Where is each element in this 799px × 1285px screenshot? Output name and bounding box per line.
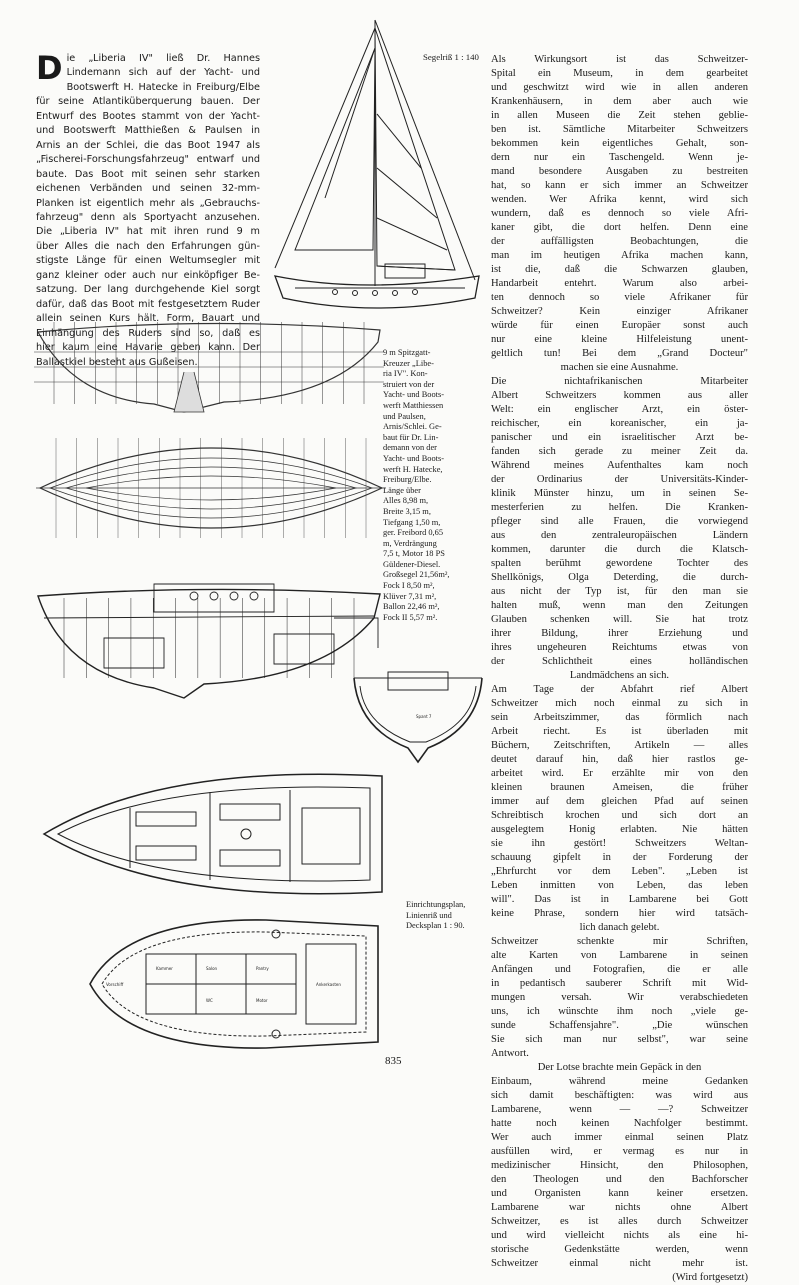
article-line: und geschwitzt wird wie in allen anderen	[491, 82, 748, 93]
intro-line: und Bootswerft Matthießen & Paulsen in	[36, 125, 260, 137]
caption-line: Yacht- und Boots-	[383, 453, 445, 463]
article-line: alte Karten von Lambarene in seinen	[491, 950, 748, 961]
article-column	[491, 53, 748, 1285]
article-line: Spital ein Museum, in dem gearbeitet	[491, 68, 748, 79]
article-line: Antwort.	[491, 1048, 529, 1059]
article-line: würde für einen Europäer sonst auch	[491, 320, 748, 331]
article-line: sie ihn gestört! Schweitzers Weltan-	[491, 838, 748, 849]
article-line: Einbaum, während meine Gedanken	[491, 1076, 748, 1087]
article-line: Albert Schweitzers kommen aus aller	[491, 390, 748, 401]
article-line: spalten berühmt gewordene Tochter des	[491, 558, 748, 569]
intro-line: Die „Liberia IV" hat mit ihren rund 9 m	[36, 226, 260, 238]
intro-line: fahrzeug" denn als Sportyacht anzusehen.	[36, 211, 260, 223]
article-line: ihres ungeheuren Reichtums etwas von	[491, 642, 748, 653]
intro-line: Planken ist eigentlich mehr als „Gebrauchs-	[36, 197, 260, 209]
room-label: Motor	[256, 998, 268, 1003]
article-line: ausfüllen wird, er vermag es nur in	[491, 1146, 748, 1157]
article-line: dern nur ein Taschengeld. Wenn je-	[491, 152, 748, 163]
article-line: uns, ich wünschte ihm noch „viele ge-	[491, 1006, 748, 1017]
room-label: WC	[206, 998, 213, 1003]
article-line: pfleger sind alle Frauen, die vorwiegend	[491, 516, 748, 527]
article-line: der Ordinarius der Universitäts-Kinder-	[491, 474, 748, 485]
intro-line: satzung. Der lang durchgehende Kiel sorgt	[36, 284, 260, 296]
dropcap: D	[36, 49, 63, 87]
article-line: der Schlichtheit eines holländischen	[491, 656, 748, 667]
article-line: bekommen kein eigentliches Gehalt, son-	[491, 138, 748, 149]
article-line: kleinen braunen Ameisen, die früher	[491, 782, 748, 793]
intro-line: Arnis an der Schlei, die das Boot 1947 als	[36, 139, 260, 151]
article-line: nur eine kleine Hilfeleistung unent-	[491, 334, 748, 345]
intro-line: Ballastkiel besteht aus Gußeisen.	[36, 356, 198, 368]
article-line: Landmädchens an sich.	[569, 670, 670, 681]
article-line: Leben inmitten von Leben, das leben	[491, 880, 748, 891]
caption-line: Freiburg/Elbe.	[383, 475, 432, 485]
caption-line: Linienriß und	[406, 910, 452, 920]
intro-line: dafür, daß das Boot mit festgesetztem Ruder	[36, 298, 260, 310]
article-line: kaner gibt, die dort helfen. Denn eine	[491, 222, 748, 233]
article-line: sunde Schaffensjahre". „Die wünschen	[491, 1020, 748, 1031]
caption-line: Decksplan 1 : 90.	[406, 921, 465, 931]
article-line: ist die, daß die Schwarzen glauben,	[491, 264, 748, 275]
article-line: medizinischer Hinsicht, den Philosophen,	[491, 1160, 748, 1171]
room-label: Pantry	[256, 966, 269, 971]
caption-line: Güldener-Diesel.	[383, 559, 441, 569]
intro-line: über Alles die nach den Erfahrungen gün-	[36, 240, 260, 252]
intro-line: Bootswerft H. Hatecke in Freiburg/Elbe	[66, 81, 260, 93]
caption-line: Großsegel 21,56m²,	[383, 570, 450, 580]
article-line: fanden sich gerade zu meiner Zeit da.	[491, 446, 748, 457]
article-line: arbeitet wird. Er erzählte mir von den	[491, 768, 748, 779]
article-line: Während meines Aufenthaltes kam noch	[491, 460, 748, 471]
article-line: kommen, darunter die durch die Klatsch-	[491, 544, 748, 555]
article-line: immer auf dem gleichen Pfad auf seinen	[491, 796, 748, 807]
hull-caption	[383, 348, 485, 623]
article-line: panischer und ein israelitischer Arzt be-	[491, 432, 748, 443]
article-line: will". Das ist in Lambarene bei Gott	[491, 894, 748, 905]
article-line: Schweitzer schenkte mir Schriften,	[491, 936, 748, 947]
article-line: und Organisten kann keiner ersetzen.	[491, 1188, 748, 1199]
article-line: Handarbeit entehrt. Warum also arbei-	[491, 278, 748, 289]
caption-line: 9 m Spitzgatt-	[383, 348, 431, 357]
article-line: mungen versah. Wir verabschiedeten	[491, 992, 748, 1003]
page-number: 835	[385, 1055, 402, 1067]
plan-caption	[406, 900, 491, 932]
intro-line: ie „Liberia IV" ließ Dr. Hannes	[66, 53, 260, 64]
room-label: Ankerkasten	[316, 982, 341, 987]
article-line: storische Gedenkstätte werden, wenn	[491, 1244, 748, 1255]
article-line: Der Lotse brachte mein Gepäck in den	[537, 1062, 702, 1073]
caption-line: werft Matthiessen	[383, 400, 444, 410]
intro-line: für seine Atlantiküberquerung bauen. Der	[36, 96, 260, 108]
article-line: in allen Museen die Zeit stehen geblie-	[491, 110, 748, 121]
article-line: Schweitzer mich noch einmal zu sich in	[491, 698, 748, 709]
article-line: aus nicht der Typ ist, für den man sie	[491, 586, 748, 597]
article-line: reichischer, ein koreanischer, ein ja-	[491, 418, 748, 429]
intro-line: allein seinen Kurs hält. Form, Bauart und	[36, 313, 260, 325]
article-line: Am Tage der Abfahrt rief Albert	[491, 684, 748, 695]
article-line: wundern, daß es dennoch so viele Afri-	[491, 208, 748, 219]
room-label: Kammer	[156, 966, 173, 971]
caption-line: werft H. Hatecke,	[383, 464, 443, 474]
article-line: Lambarene, wenn — —? Schweitzer	[491, 1104, 748, 1115]
caption-line: Yacht- und Boots-	[383, 390, 445, 400]
article-line: Arbeit riecht. Es ist überladen mit	[491, 726, 748, 737]
article-line: geltlich tun! Bei dem „Grand Docteur"	[491, 348, 748, 359]
article-line: aus den zentraleuropäischen Ländern	[491, 530, 748, 541]
article-line: in pedantisch sauberer Schrift mit Wid-	[491, 978, 748, 989]
article-line: keine Phrase, sondern hier wird tatsäch-	[491, 908, 748, 919]
article-line: sein Arbeitszimmer, das förmlich nach	[491, 712, 748, 723]
article-line: Die nichtafrikanischen Mitarbeiter	[491, 376, 748, 387]
caption-line: 7,5 t, Motor 18 PS	[383, 549, 445, 559]
caption-line: struiert von der	[383, 379, 435, 389]
deck-plan-drawing	[86, 914, 382, 1054]
article-line: Schweitzer einmal nicht mehr ist.	[491, 1258, 748, 1269]
caption-line: demann von der	[383, 443, 437, 453]
intro-line: hier kaum eine Havarie geben kann. Der	[36, 342, 260, 354]
article-line: und wird vielleicht nichts als eine hi-	[491, 1230, 748, 1241]
caption-line: ger. Freibord 0,65	[383, 528, 444, 538]
article-line: Shellkönigs, Olga Deterding, die durch-	[491, 572, 748, 583]
article-line: Krankenhäusern, in dem aber auch wie	[491, 96, 748, 107]
accommodation-plan-drawing	[40, 768, 386, 900]
caption-line: Klüver 7,31 m²,	[383, 591, 437, 601]
article-line: ben ist. Sämtliche Mitarbeiter Schweitzers	[491, 124, 748, 135]
article-line: Schweitzer? Kein einziger Afrikaner	[491, 306, 748, 317]
caption-line: Fock I 8,50 m²,	[383, 581, 435, 591]
sail-plan-drawing	[265, 18, 490, 318]
article-lines	[491, 53, 748, 1271]
lines-plan-drawing	[36, 418, 386, 560]
article-line: Schweitzer, es ist alles durch Schweitzer	[491, 1216, 748, 1227]
article-line: sich damit beschäftigten: was wird aus	[491, 1090, 748, 1101]
article-line: Sie sich man nur selbst", war seine	[491, 1034, 748, 1045]
article-line: mesterferien zu helfen. Die Kranken-	[491, 502, 748, 513]
article-line: mand besondere Ausgaben zu bestreiten	[491, 166, 748, 177]
article-line: man im heutigen Afrika machen kann,	[491, 250, 748, 261]
sail-plan-caption: Segelriß 1 : 140	[423, 52, 479, 62]
room-label: Salon	[206, 966, 218, 971]
caption-line: Fock II 5,57 m².	[383, 612, 438, 622]
article-line: halten muß, wenn man den Zeitungen	[491, 600, 748, 611]
intro-line: Entwurf des Bootes stammt von der Yacht-	[36, 110, 260, 122]
caption-line: ria IV". Kon-	[383, 369, 428, 379]
article-line: Büchern, Zeitschriften, Artikeln — alles	[491, 740, 748, 751]
article-line: hatte noch keinen Nachfolger bestimmt.	[491, 1118, 748, 1129]
caption-line: Länge über	[383, 485, 421, 495]
intro-line: „Fischerei-Forschungsfahrzeug" entwarf und	[36, 154, 260, 166]
article-line: „Ehrfurcht vor dem Leben". „Leben ist	[491, 866, 748, 877]
room-label: Vorschiff	[106, 982, 124, 987]
intro-line: eichenen Verbänden und seinen 32-mm-	[36, 183, 260, 195]
intro-line: Lindemann sich auf der Yacht- und	[66, 67, 260, 79]
article-line: ausgelegtem Honig erlabten. Nie hätten	[491, 824, 748, 835]
article-line: lich danach gelebt.	[579, 922, 660, 933]
section-drawing	[348, 668, 488, 764]
caption-line: Tiefgang 1,50 m,	[383, 517, 441, 527]
caption-line: baut für Dr. Lin-	[383, 432, 439, 442]
intro-line: ganz kleiner oder auch nur einköpfiger Be-	[36, 269, 260, 281]
caption-line: Einrichtungsplan,	[406, 900, 466, 909]
caption-line: Alles 8,98 m,	[383, 496, 429, 506]
article-line: ten dennoch so viele Afrikaner für	[491, 292, 748, 303]
article-line: hat, so kann er sich immer an Schweitzer	[491, 180, 748, 191]
article-line: Welt: ein englischer Arzt, ein öster-	[491, 404, 748, 415]
caption-line: und Paulsen,	[383, 411, 426, 421]
section-label: Spant 7	[416, 714, 432, 719]
caption-line: Breite 3,15 m,	[383, 506, 431, 516]
article-line: Anfängen und Fotografien, die er alle	[491, 964, 748, 975]
caption-line: m, Verdrängung	[383, 538, 437, 548]
caption-line: Arnis/Schlei. Ge-	[383, 422, 442, 432]
intro-line: stigste Länge für einen Weltumsegler mit	[36, 255, 260, 267]
article-line: Als Wirkungsort ist das Schweitzer-	[491, 54, 748, 65]
article-line: der auffälligsten Beobachtungen, die	[491, 236, 748, 247]
article-line: schauung gipfelt in der Forderung der	[491, 852, 748, 863]
caption-line: Kreuzer „Libe-	[383, 358, 434, 368]
article-line: den Theologen und den Bachforscher	[491, 1174, 748, 1185]
article-line: wenden. Wer Afrika kennt, wird sich	[491, 194, 748, 205]
article-line: deutet darauf hin, daß hier rastlos ge-	[491, 754, 748, 765]
article-line: ihrer Bildung, ihrer Erziehung und	[491, 628, 748, 639]
hull-profile-drawing	[34, 312, 384, 420]
intro-line: baute. Das Boot mit seinen sehr starken	[36, 168, 260, 180]
article-line: machen sie eine Ausnahme.	[560, 362, 679, 373]
closing-note: (Wird fortgesetzt)	[672, 1272, 748, 1283]
article-line: Lambarene war nichts ohne Albert	[491, 1202, 748, 1213]
intro-line: Einhängung des Ruders sind so, daß es	[36, 327, 260, 339]
inboard-profile-drawing	[34, 578, 384, 700]
article-line: klinik Münster hinzu, um in seinen Se-	[491, 488, 748, 499]
article-line: Schreibtisch krochen und sich dort an	[491, 810, 748, 821]
article-line: Wer auch immer einmal seinen Platz	[491, 1132, 748, 1143]
caption-line: Ballon 22,46 m²,	[383, 602, 440, 612]
article-line: Glauben schenken will. Sie hat trotz	[491, 614, 748, 625]
